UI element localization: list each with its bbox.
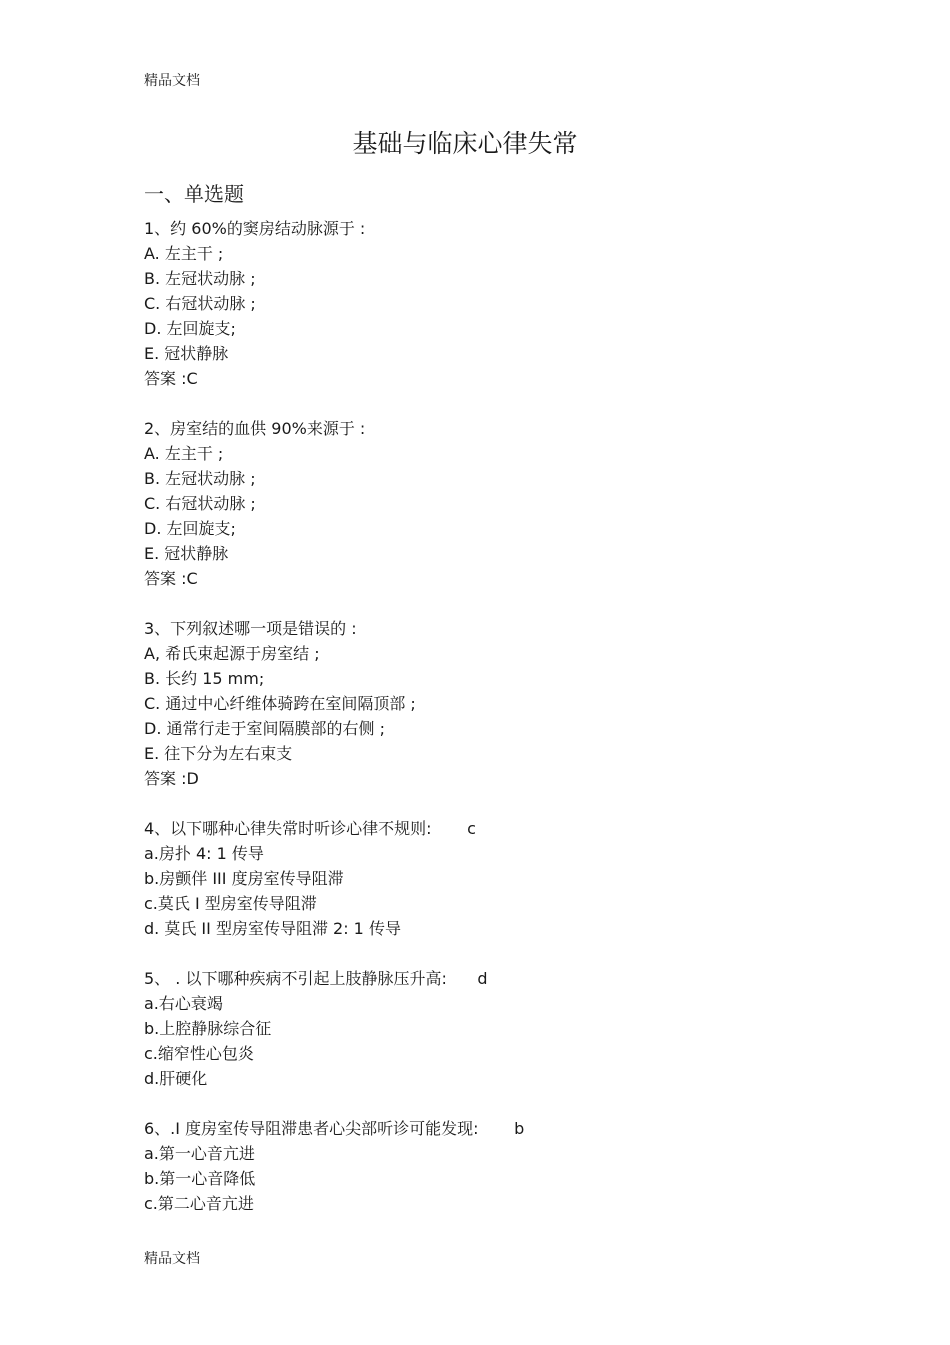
option-d: d.肝硬化 — [144, 1069, 208, 1088]
option-b: b.第一心音降低 — [144, 1169, 256, 1188]
option-b: b.上腔静脉综合征 — [144, 1019, 272, 1038]
answer: 答案 :C — [144, 369, 198, 388]
question-stem: 6、.I 度房室传导阻滞患者心尖部听诊可能发现: b — [144, 1119, 525, 1138]
answer: 答案 :D — [144, 769, 199, 788]
page-header: 精品文档 — [144, 73, 200, 89]
question-stem: 2、房室结的血供 90%来源于 : — [144, 419, 366, 438]
option-c: C. 右冠状动脉 ; — [144, 294, 256, 313]
option-c: c.莫氏 I 型房室传导阻滞 — [144, 894, 317, 913]
option-e: E. 往下分为左右束支 — [144, 744, 293, 763]
option-d: D. 左回旋支; — [144, 519, 236, 538]
section-heading: 一、单选题 — [144, 182, 244, 206]
option-a: A. 左主干 ; — [144, 444, 224, 463]
answer: 答案 :C — [144, 569, 198, 588]
option-b: B. 左冠状动脉 ; — [144, 269, 256, 288]
option-a: a.第一心音亢进 — [144, 1144, 255, 1163]
option-b: B. 长约 15 mm; — [144, 669, 265, 688]
question-5 — [144, 966, 884, 1091]
question-1 — [144, 216, 884, 391]
option-c: C. 通过中心纤维体骑跨在室间隔顶部 ; — [144, 694, 416, 713]
question-2 — [144, 416, 884, 591]
option-a: a.房扑 4: 1 传导 — [144, 844, 264, 863]
option-a: A, 希氏束起源于房室结 ; — [144, 644, 320, 663]
question-stem: 3、下列叙述哪一项是错误的 : — [144, 619, 357, 638]
question-stem: 1、约 60%的窦房结动脉源于 : — [144, 219, 366, 238]
option-a: A. 左主干 ; — [144, 244, 224, 263]
option-c: c.第二心音亢进 — [144, 1194, 254, 1213]
option-e: E. 冠状静脉 — [144, 344, 229, 363]
question-stem: 5、 . 以下哪种疾病不引起上肢静脉压升高: d — [144, 969, 488, 988]
option-c: C. 右冠状动脉 ; — [144, 494, 256, 513]
question-4 — [144, 816, 884, 941]
document-title: 基础与临床心律失常 — [352, 129, 578, 158]
option-d: D. 左回旋支; — [144, 319, 236, 338]
option-a: a.右心衰竭 — [144, 994, 223, 1013]
option-b: B. 左冠状动脉 ; — [144, 469, 256, 488]
option-c: c.缩窄性心包炎 — [144, 1044, 254, 1063]
option-d: d. 莫氏 II 型房室传导阻滞 2: 1 传导 — [144, 919, 401, 938]
option-e: E. 冠状静脉 — [144, 544, 229, 563]
question-stem: 4、以下哪种心律失常时听诊心律不规则: c — [144, 819, 476, 838]
question-6 — [144, 1116, 884, 1216]
option-d: D. 通常行走于室间隔膜部的右侧 ; — [144, 719, 385, 738]
question-list — [144, 216, 884, 1241]
option-b: b.房颤伴 III 度房室传导阻滞 — [144, 869, 344, 888]
question-3 — [144, 616, 884, 791]
page-footer: 精品文档 — [144, 1251, 200, 1267]
